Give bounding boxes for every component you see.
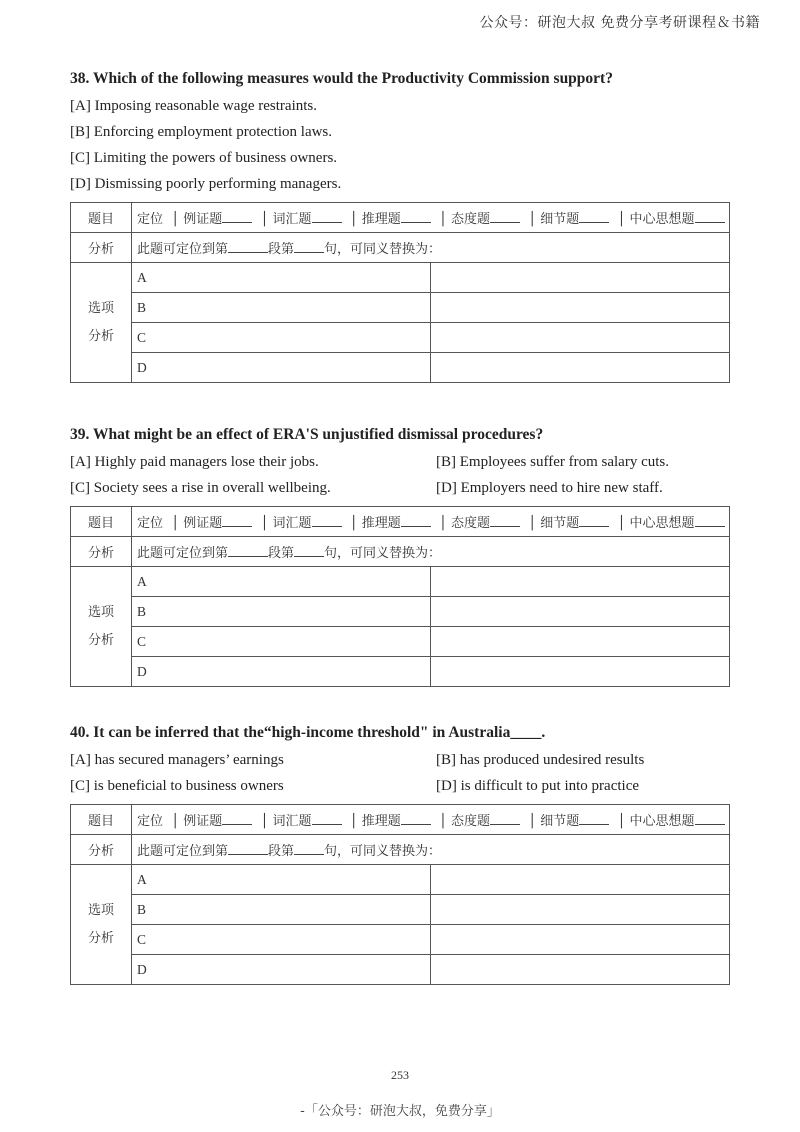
option-letter-c: C [132, 925, 431, 955]
topic-label-1: 题目 [71, 805, 132, 835]
options-analysis-label: 选项 分析 [71, 263, 132, 383]
answer-cell-b [431, 293, 730, 323]
header-watermark: 公众号：研泡大叔 免费分享考研课程＆书籍 [479, 15, 760, 31]
option-letter-c: C [132, 323, 431, 353]
answer-cell-b [431, 597, 730, 627]
option-letter-d: D [132, 353, 431, 383]
option-letter-a: A [132, 567, 431, 597]
option-c: [C] Society sees a rise in overall wellbeing. [70, 480, 331, 496]
answer-cell-c [431, 627, 730, 657]
answer-cell-a [431, 865, 730, 895]
topic-label-2: 分析 [71, 537, 132, 567]
answer-cell-a [431, 263, 730, 293]
option-letter-b: B [132, 293, 431, 323]
topic-label-1: 题目 [71, 203, 132, 233]
analysis-table [70, 506, 730, 687]
question-39 [70, 426, 730, 687]
topic-label-1: 题目 [71, 507, 132, 537]
question-type-row: 定位 │ 例证题 │ 词汇题 │ 推理题 │ 态度题 │ 细节题 │ 中心思想题 [132, 203, 730, 233]
answer-cell-b [431, 895, 730, 925]
option-letter-a: A [132, 263, 431, 293]
answer-cell-d [431, 955, 730, 985]
page-number: 253 [391, 1068, 409, 1082]
question-38 [70, 70, 730, 383]
option-d: [D] Dismissing poorly performing managers. [70, 176, 342, 192]
analysis-table [70, 202, 730, 383]
question-title: 39. What might be an effect of ERA'S unjustified dismissal procedures? [70, 426, 544, 443]
option-b: [B] Employees suffer from salary cuts. [436, 454, 669, 470]
options-analysis-label: 选项 分析 [71, 567, 132, 687]
answer-cell-a [431, 567, 730, 597]
topic-label-2: 分析 [71, 233, 132, 263]
analysis-table [70, 804, 730, 985]
footer-watermark: -「公众号：研泡大叔，免费分享」 [300, 1104, 500, 1119]
locate-row: 此题可定位到第 段第 句，可同义替换为： [132, 233, 730, 263]
option-letter-d: D [132, 657, 431, 687]
question-40 [70, 724, 730, 985]
option-b: [B] has produced undesired results [436, 752, 645, 768]
options-analysis-label: 选项 分析 [71, 865, 132, 985]
option-a: [A] has secured managers’ earnings [70, 752, 284, 768]
answer-cell-c [431, 925, 730, 955]
question-type-row: 定位 │ 例证题 │ 词汇题 │ 推理题 │ 态度题 │ 细节题 │ 中心思想题 [132, 507, 730, 537]
question-title: 38. Which of the following measures would the Productivity Commission support? [70, 70, 613, 87]
option-b: [B] Enforcing employment protection laws. [70, 124, 333, 140]
topic-label-2: 分析 [71, 835, 132, 865]
answer-cell-d [431, 353, 730, 383]
question-type-row: 定位 │ 例证题 │ 词汇题 │ 推理题 │ 态度题 │ 细节题 │ 中心思想题 [132, 805, 730, 835]
option-a: [A] Imposing reasonable wage restraints. [70, 98, 318, 114]
answer-cell-d [431, 657, 730, 687]
option-letter-b: B [132, 895, 431, 925]
option-c: [C] Limiting the powers of business owners. [70, 150, 338, 166]
option-letter-b: B [132, 597, 431, 627]
option-letter-c: C [132, 627, 431, 657]
option-d: [D] Employers need to hire new staff. [436, 480, 663, 496]
option-a: [A] Highly paid managers lose their jobs. [70, 454, 319, 470]
locate-row: 此题可定位到第 段第 句，可同义替换为： [132, 835, 730, 865]
option-letter-d: D [132, 955, 431, 985]
question-title: 40. It can be inferred that the“high-income threshold" in Australia____. [70, 724, 546, 741]
option-letter-a: A [132, 865, 431, 895]
locate-row: 此题可定位到第 段第 句，可同义替换为： [132, 537, 730, 567]
answer-cell-c [431, 323, 730, 353]
option-c: [C] is beneficial to business owners [70, 778, 284, 794]
option-d: [D] is difficult to put into practice [436, 778, 640, 794]
